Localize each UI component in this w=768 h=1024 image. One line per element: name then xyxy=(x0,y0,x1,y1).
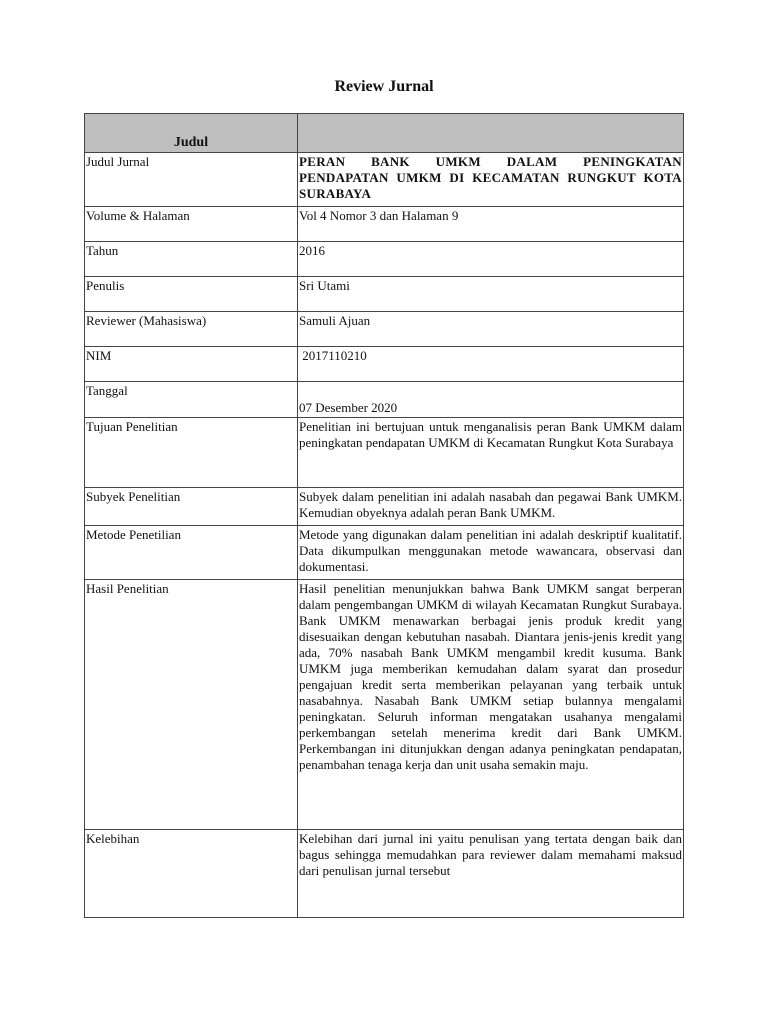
row-value: Hasil penelitian menunjukkan bahwa Bank UMKM sangat berperan dalam pengembangan UMKM di wilayah Kecamatan Rungkut Surabaya. Bank UMKM menawarkan berbagai jenis produk kredit yang disesuaikan dengan kebutuhan nasabah. Diantara jenis-jenis kredit yang ada, 70% nasabah Bank UMKM mengambil kredit kusuma. Bank UMKM juga memberikan kemudahan dalam syarat dan prosedur pengajuan kredit serta memberikan pelayanan yang terbaik untuk nasabahnya. Nasabah Bank UMKM setiap bulannya mengalami peningkatan. Seluruh informan mengatakan usahanya mengalami perkembangan setelah menerima kredit dari Bank UMKM. Perkembangan ini ditunjukkan dengan adanya peningkatan pendapatan, penambahan tenaga kerja dan unit usaha semakin maju. xyxy=(297,580,683,830)
row-label: Kelebihan xyxy=(85,830,298,918)
row-value: Kelebihan dari jurnal ini yaitu penulisan yang tertata dengan baik dan bagus sehingga memudahkan para reviewer dalam memahami maksud dari penulisan jurnal tersebut xyxy=(297,830,683,918)
row-value: PERAN BANK UMKM DALAM PENINGKATAN PENDAPATAN UMKM DI KECAMATAN RUNGKUT KOTA SURABAYA xyxy=(297,153,683,207)
row-label: Volume & Halaman xyxy=(85,207,298,242)
row-label: Hasil Penelitian xyxy=(85,580,298,830)
row-penulis xyxy=(85,277,684,312)
row-value: Vol 4 Nomor 3 dan Halaman 9 xyxy=(297,207,683,242)
row-label: NIM xyxy=(85,347,298,382)
row-kelebihan xyxy=(85,830,684,918)
row-label: Judul Jurnal xyxy=(85,153,298,207)
row-value: Samuli Ajuan xyxy=(297,312,683,347)
row-value: 2017110210 xyxy=(297,347,683,382)
row-label: Penulis xyxy=(85,277,298,312)
row-metode-penelitian xyxy=(85,526,684,580)
row-judul-jurnal xyxy=(85,153,684,207)
row-volume-halaman xyxy=(85,207,684,242)
row-value: Subyek dalam penelitian ini adalah nasabah dan pegawai Bank UMKM. Kemudian obyeknya adalah peran Bank UMKM. xyxy=(297,488,683,526)
row-label: Tujuan Penelitian xyxy=(85,418,298,488)
row-value: Sri Utami xyxy=(297,277,683,312)
row-label: Metode Penetilian xyxy=(85,526,298,580)
row-value: Penelitian ini bertujuan untuk menganalisis peran Bank UMKM dalam peningkatan pendapatan UMKM di Kecamatan Rungkut Kota Surabaya xyxy=(297,418,683,488)
row-value: 2016 xyxy=(297,242,683,277)
row-label: Tahun xyxy=(85,242,298,277)
row-value: Metode yang digunakan dalam penelitian ini adalah deskriptif kualitatif. Data dikumpulkan menggunakan metode wawancara, observasi dan dokumentasi. xyxy=(297,526,683,580)
header-value xyxy=(297,114,683,153)
row-value: 07 Desember 2020 xyxy=(297,382,683,418)
row-tujuan-penelitian xyxy=(85,418,684,488)
review-table xyxy=(84,113,684,918)
table-header-row xyxy=(85,114,684,153)
row-tanggal xyxy=(85,382,684,418)
row-tahun xyxy=(85,242,684,277)
row-hasil-penelitian xyxy=(85,580,684,830)
document-title: Review Jurnal xyxy=(334,78,434,95)
header-label: Judul xyxy=(85,114,298,153)
row-reviewer xyxy=(85,312,684,347)
row-label: Subyek Penelitian xyxy=(85,488,298,526)
row-label: Reviewer (Mahasiswa) xyxy=(85,312,298,347)
row-nim xyxy=(85,347,684,382)
row-subyek-penelitian xyxy=(85,488,684,526)
row-label: Tanggal xyxy=(85,382,298,418)
